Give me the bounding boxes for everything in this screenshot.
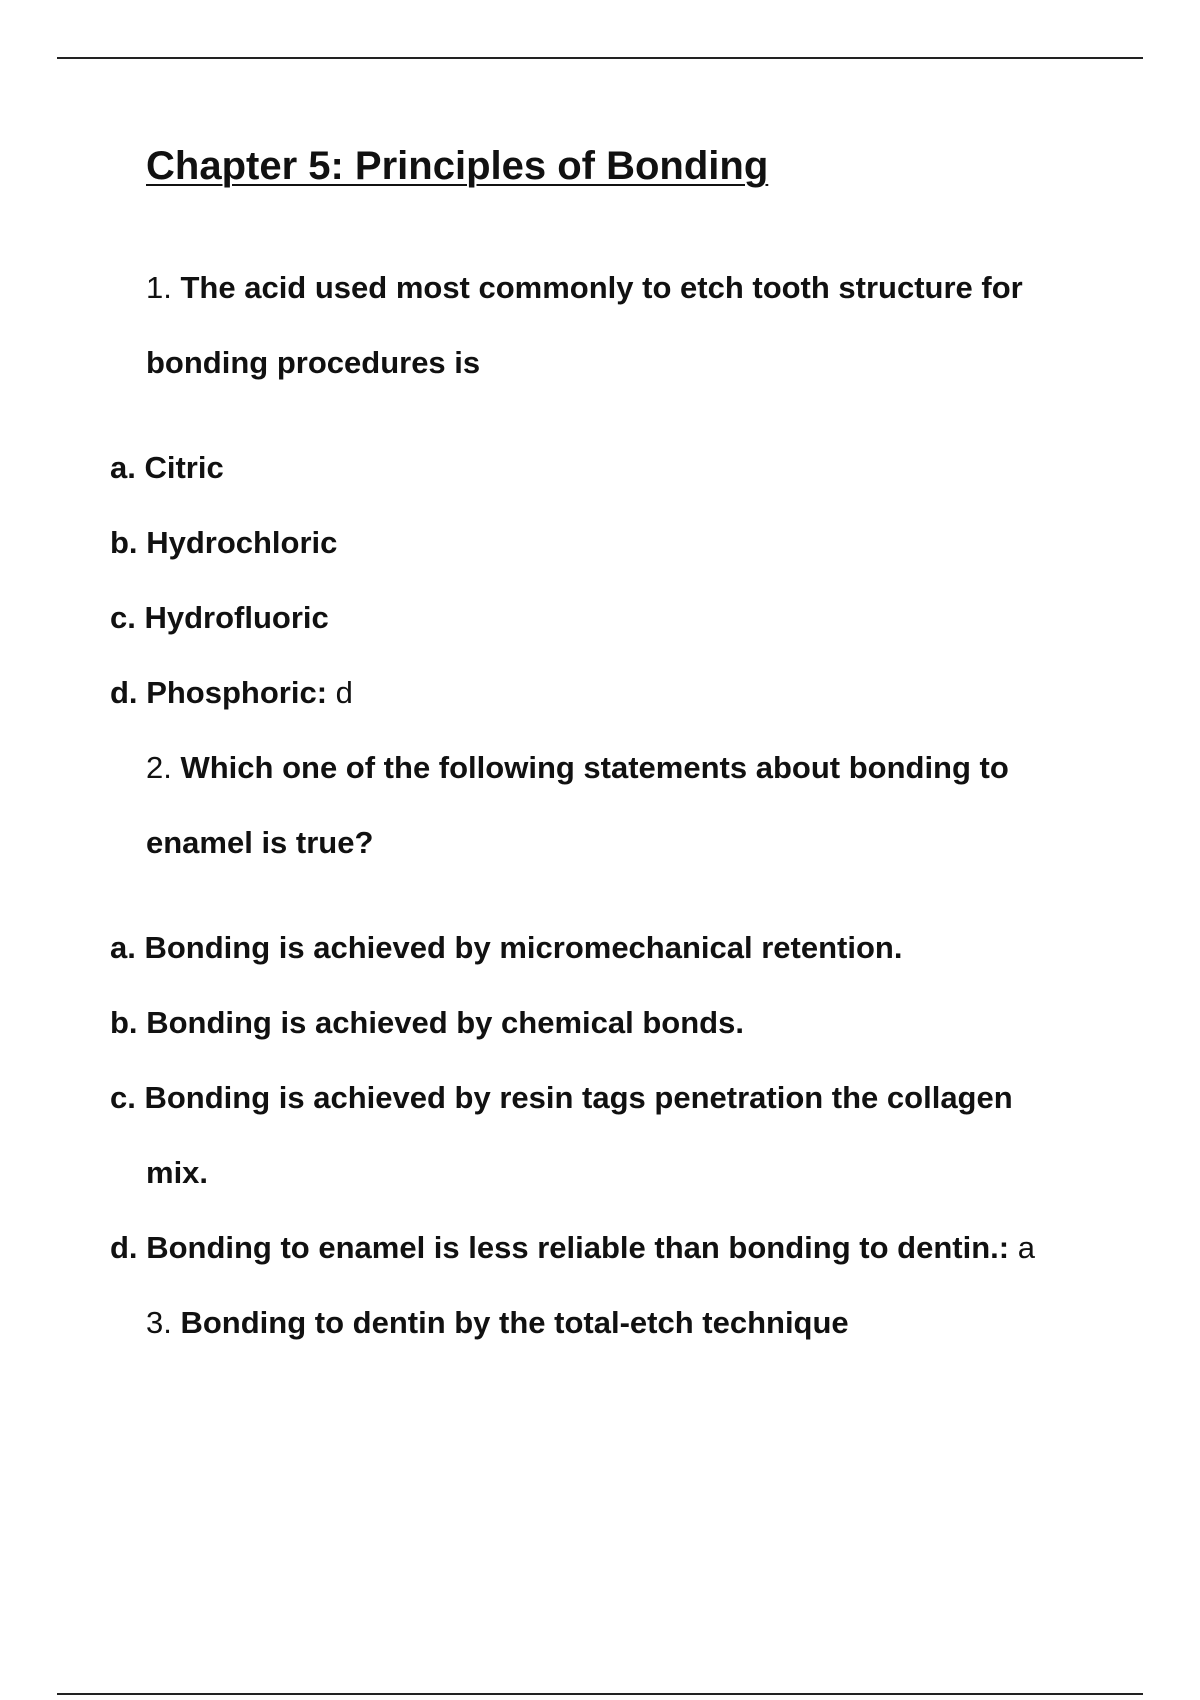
question-1-line-2: bonding procedures is <box>146 345 481 380</box>
option-letter: a. <box>110 450 136 485</box>
chapter-title: Chapter 5: Principles of Bonding <box>146 144 769 188</box>
question-2-option-a <box>110 928 902 968</box>
question-1-option-c <box>110 598 329 638</box>
option-letter: a. <box>110 930 136 965</box>
option-text: Bonding is achieved by chemical bonds. <box>146 1005 744 1040</box>
question-number: 1. <box>146 270 172 305</box>
question-number: 2. <box>146 750 172 785</box>
question-text: Bonding to dentin by the total-etch technique <box>180 1305 849 1340</box>
question-1-option-b <box>110 523 337 563</box>
question-1-option-d <box>110 673 353 713</box>
option-text: Bonding is achieved by micromechanical retention. <box>144 930 903 965</box>
question-3-line-1 <box>146 1303 849 1343</box>
answer-key: d <box>335 675 353 710</box>
question-2-line-1 <box>146 748 1009 788</box>
option-text: Bonding is achieved by resin tags penetration the collagen <box>144 1080 1013 1115</box>
option-letter: c. <box>110 600 136 635</box>
question-2-option-c <box>110 1078 1013 1118</box>
option-letter: c. <box>110 1080 136 1115</box>
option-letter: b. <box>110 525 138 560</box>
question-2-option-b <box>110 1003 744 1043</box>
option-letter: d. <box>110 1230 138 1265</box>
question-1-line-1 <box>146 268 1023 308</box>
option-letter: b. <box>110 1005 138 1040</box>
option-text: Citric <box>144 450 224 485</box>
question-2-option-c-continuation: mix. <box>146 1155 209 1190</box>
option-text: Phosphoric: <box>146 675 328 710</box>
option-text: Hydrofluoric <box>144 600 329 635</box>
top-rule <box>57 57 1143 59</box>
question-text: Which one of the following statements about bonding to <box>180 750 1009 785</box>
question-2-option-d <box>110 1228 1035 1268</box>
question-2-line-2: enamel is true? <box>146 825 374 860</box>
question-1-option-a <box>110 448 224 488</box>
option-text: Bonding to enamel is less reliable than bonding to dentin.: <box>146 1230 1010 1265</box>
answer-key: a <box>1017 1230 1035 1265</box>
option-text: Hydrochloric <box>146 525 338 560</box>
bottom-rule <box>57 1693 1143 1695</box>
option-letter: d. <box>110 675 138 710</box>
question-text: The acid used most commonly to etch tooth structure for <box>180 270 1023 305</box>
question-number: 3. <box>146 1305 172 1340</box>
